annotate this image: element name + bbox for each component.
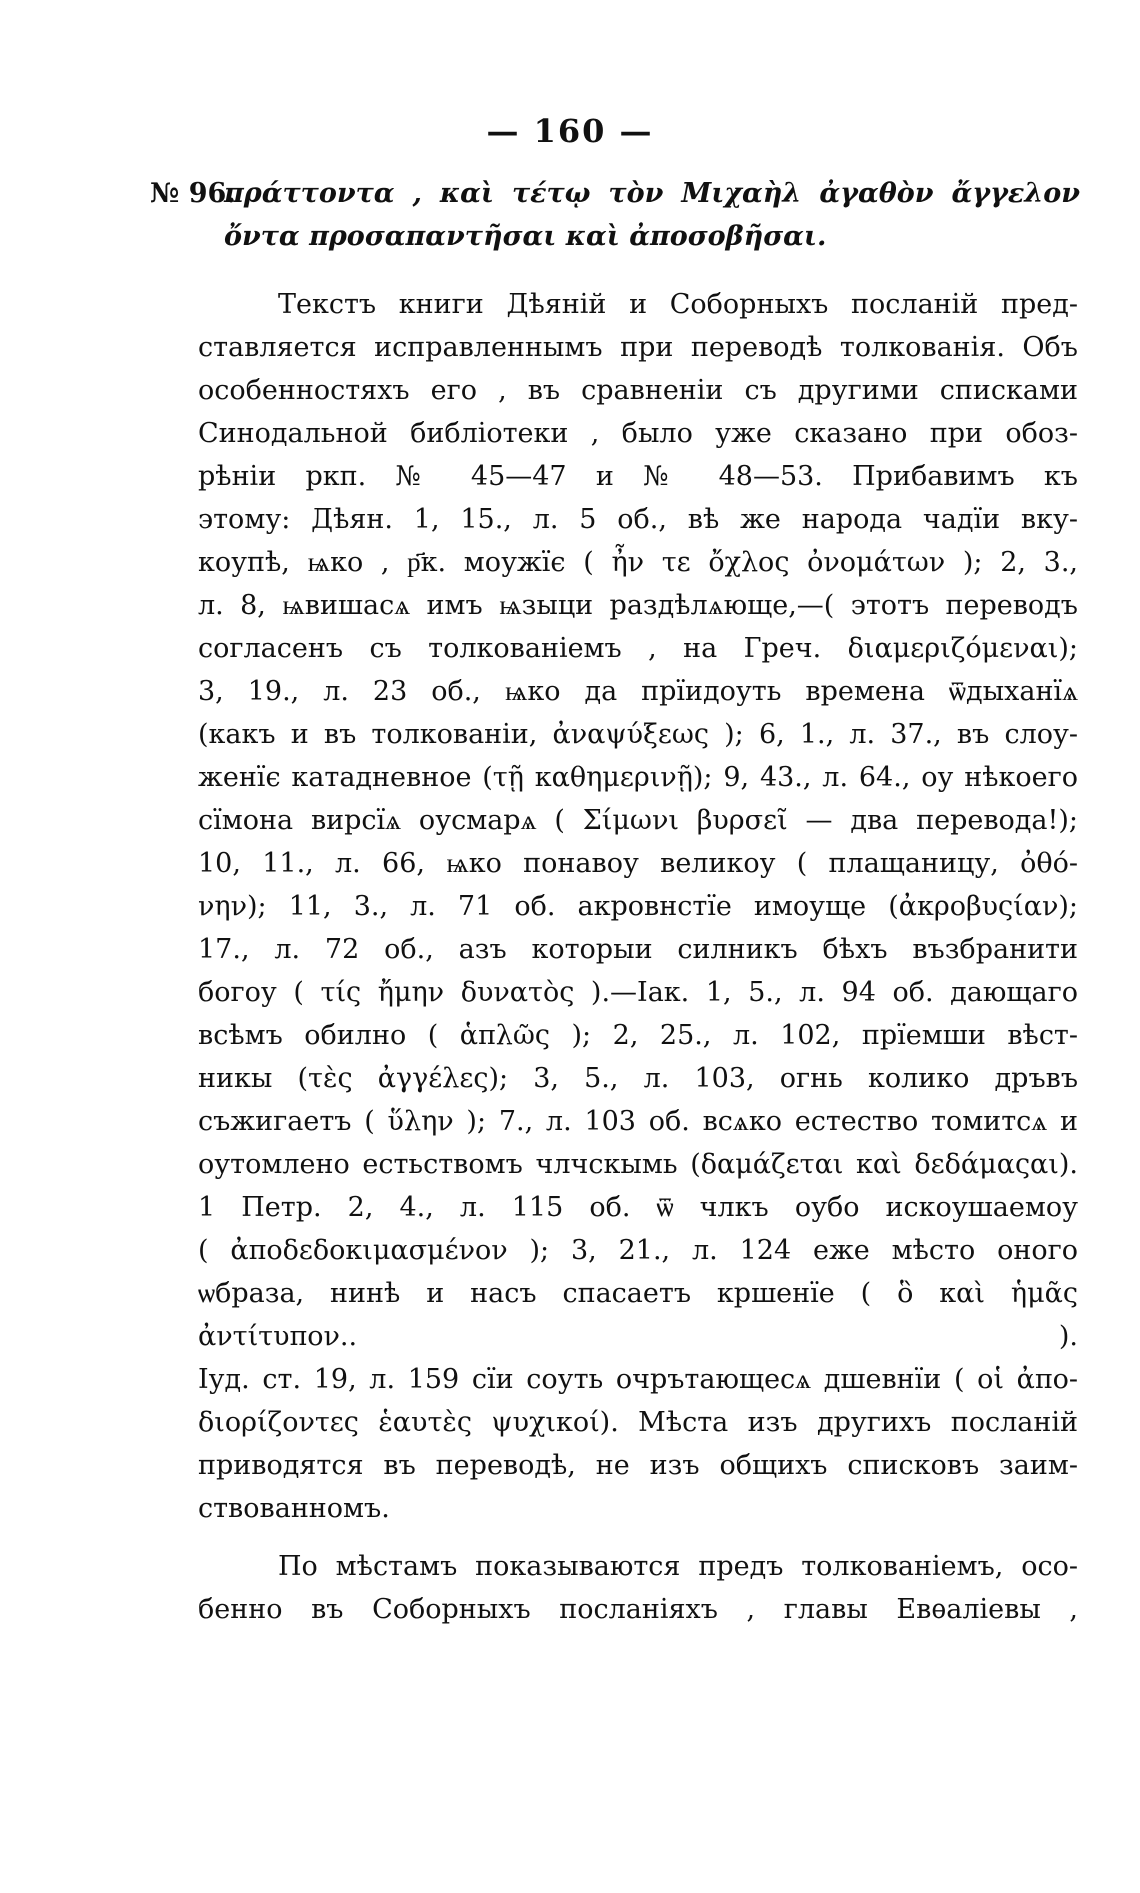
- text-line: бенно въ Соборныхъ посланіяхъ , главы Евѳаліевы ,: [198, 1594, 1078, 1625]
- text-line: νην); 11, 3., л. 71 об. акровнстїе имоуще (ἀκροβυςίαν);: [198, 891, 1078, 922]
- paragraph-evthalian-chapters: [198, 1545, 1078, 1631]
- page-number: — 160 —: [486, 112, 654, 150]
- paragraph-text-edition: [198, 283, 1078, 1530]
- entry-greek-text: πράττοντα , καὶ τέτῳ τὸν Μιχαὴλ ἀγαθὸν ἄγγελον ὄντα προσαπαντῆσαι καὶ ἀποσοβῆσαι.: [224, 178, 1080, 252]
- text-line: приводятся въ переводѣ, не изъ общихъ списковъ заим-: [198, 1450, 1078, 1481]
- entry-96: [150, 172, 1080, 258]
- text-line: всѣмъ обилно ( ἁπλῶς ); 2, 25., л. 102, прїемши вѣст-: [198, 1020, 1078, 1051]
- text-line: По мѣстамъ показываются предъ толкованіемъ, осо-: [278, 1551, 1078, 1582]
- text-line: особенностяхъ его , въ сравненіи съ другими списками: [198, 375, 1078, 406]
- text-line: никы (τὲς ἀγγέλες); 3, 5., л. 103, огнь колико дръвъ: [198, 1063, 1078, 1094]
- text-line: рѣніи ркп. № 45—47 и № 48—53. Прибавимъ къ: [198, 461, 1078, 492]
- text-line: Іуд. ст. 19, л. 159 сїи соуть очрътающесѧ дшевнїи ( οἱ ἀπο-: [198, 1364, 1078, 1395]
- text-line: 1 Петр. 2, 4., л. 115 об. ѿ члкъ оубо искоушаемоу: [198, 1192, 1078, 1223]
- text-line: коупѣ, ѩко , р҃к. моужїє ( ἦν τε ὄχλος ὀνομάτων ); 2, 3.,: [198, 547, 1078, 578]
- text-line: 10, 11., л. 66, ѩко понавоу великоу ( плащаницу, ὀθό-: [198, 848, 1078, 879]
- text-line: (какъ и въ толкованіи, ἀναψύξεως ); 6, 1., л. 37., въ слоу-: [198, 719, 1078, 750]
- text-line: ставляется исправленнымъ при переводѣ толкованія. Объ: [198, 332, 1078, 363]
- text-line: согласенъ съ толкованіемъ , на Греч. διαμεριζόμεναι);: [198, 633, 1078, 664]
- text-line: этому: Дѣян. 1, 15., л. 5 об., вѣ же народа чадїи вку-: [198, 504, 1078, 535]
- text-line: ствованномъ.: [198, 1493, 390, 1524]
- text-line: ѡбраза, нинѣ и насъ спасаетъ кршенїе ( ὃ καὶ ἡμᾶς ἀντίτυπον.. ).: [198, 1278, 1078, 1352]
- text-line: 3, 19., л. 23 об., ѩко да прїидоуть времена ѿдыханїѧ: [198, 676, 1078, 707]
- text-line: оутомлено естьствомъ члчскымь (δαμάζεται καὶ δεδάμαςαι).: [198, 1149, 1078, 1180]
- text-line: съжигаетъ ( ὕλην ); 7., л. 103 об. всѧко естество томитсѧ и: [198, 1106, 1078, 1137]
- text-line: сїмона вирсїѧ оусмарѧ ( Σίμωνι βυρσεῖ — два перевода!);: [198, 805, 1078, 836]
- text-line: ( ἀποδεδοκιμασμένον ); 3, 21., л. 124 еже мѣсто оного: [198, 1235, 1078, 1266]
- entry-number: № 96.: [150, 178, 236, 209]
- text-line: женїє катадневное (τῇ καθημερινῇ); 9, 43., л. 64., оу нѣкоего: [198, 762, 1078, 793]
- text-line: διορίζοντες ἑαυτὲς ψυχικοί). Мѣста изъ другихъ посланій: [198, 1407, 1078, 1438]
- text-line: Синодальной библіотеки , было уже сказано при обоз-: [198, 418, 1078, 449]
- text-line: богоу ( τίς ἤμην δυνατὸς ).—Іак. 1, 5., л. 94 об. дающаго: [198, 977, 1078, 1008]
- text-line: 17., л. 72 об., азъ которыи силникъ бѣхъ възбранити: [198, 934, 1078, 965]
- text-line: л. 8, ѩвишасѧ имъ ѩзыци раздѣлѧюще,—( этотъ переводъ: [198, 590, 1078, 621]
- text-line: Текстъ книги Дѣяній и Соборныхъ посланій пред-: [278, 289, 1078, 320]
